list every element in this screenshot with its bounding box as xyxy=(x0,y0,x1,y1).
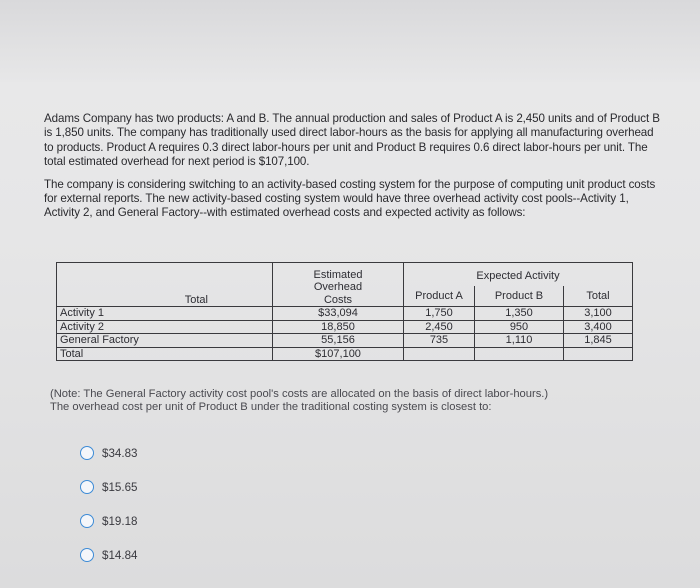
row-product-a: 735 xyxy=(404,334,475,348)
estimated-line1: Estimated xyxy=(313,268,363,281)
table-row xyxy=(57,347,633,361)
answer-option-3[interactable] xyxy=(80,504,137,538)
row-label: Activity 2 xyxy=(57,320,273,334)
row-product-a xyxy=(404,347,475,361)
table-header-total: Total xyxy=(564,286,633,307)
cost-table xyxy=(56,262,633,361)
row-cost: $33,094 xyxy=(273,307,404,321)
table-header-product-b: Product B xyxy=(475,286,564,307)
question-paragraph-1: Adams Company has two products: A and B. The annual production and sales of Product A is 2,450 units and of Product B is 1,850 units. The company has traditionally used direct labor-hours as the basis for applying all manufacturing overhead to products. Product A requires 0.3 direct labor-hours per unit and Product B requires 0.6 direct labor-hours per unit. The total estimated overhead for next period is $107,100. xyxy=(44,112,660,169)
row-product-b: 1,350 xyxy=(475,307,564,321)
answer-option-4[interactable] xyxy=(80,538,137,572)
row-product-b: 1,110 xyxy=(475,334,564,348)
row-cost: 18,850 xyxy=(273,320,404,334)
note-text xyxy=(50,388,670,414)
estimated-line2: Overhead xyxy=(313,281,363,293)
row-product-b xyxy=(475,347,564,361)
answer-option-label: $34.83 xyxy=(102,446,138,460)
row-label: General Factory xyxy=(57,334,273,348)
row-product-a: 2,450 xyxy=(404,320,475,334)
question-text xyxy=(44,112,664,221)
row-label: Activity 1 xyxy=(57,307,273,321)
table-header-expected-activity: Expected Activity xyxy=(404,263,633,287)
answer-options xyxy=(80,436,137,572)
row-cost: $107,100 xyxy=(273,347,404,361)
answer-option-2[interactable] xyxy=(80,470,137,504)
row-total xyxy=(564,347,633,361)
radio-button[interactable] xyxy=(80,514,94,528)
radio-button[interactable] xyxy=(80,480,94,494)
table-row xyxy=(57,334,633,348)
answer-option-label: $15.65 xyxy=(102,480,138,494)
row-product-b: 950 xyxy=(475,320,564,334)
estimated-line3: Costs xyxy=(323,293,353,306)
answer-option-1[interactable] xyxy=(80,436,137,470)
question-paragraph-2: The company is considering switching to an activity-based costing system for the purpose of computing unit product costs for external reports. The new activity-based costing system would have three overhead activity cost pools--Activity 1, Activity 2, and General Factory--with estimated overhead costs and expected activity as follows: xyxy=(44,177,656,220)
table-row xyxy=(57,307,633,321)
row-product-a: 1,750 xyxy=(404,307,475,321)
row-total: 3,400 xyxy=(564,320,633,334)
answer-option-label: $14.84 xyxy=(102,548,138,562)
table-header-label: Total xyxy=(57,263,273,307)
radio-button[interactable] xyxy=(80,446,94,460)
table-header-product-a: Product A xyxy=(404,286,475,307)
row-cost: 55,156 xyxy=(273,334,404,348)
question-prompt: The overhead cost per unit of Product B under the traditional costing system is closest to: xyxy=(50,401,492,413)
answer-option-label: $19.18 xyxy=(102,514,138,528)
top-band xyxy=(0,0,700,82)
note-line-1: (Note: The General Factory activity cost pool's costs are allocated on the basis of direct labor-hours.) xyxy=(50,388,549,400)
row-label: Total xyxy=(57,347,273,361)
table-row xyxy=(57,320,633,334)
row-total: 1,845 xyxy=(564,334,633,348)
table-header-estimated xyxy=(273,263,404,307)
row-total: 3,100 xyxy=(564,307,633,321)
radio-button[interactable] xyxy=(80,548,94,562)
